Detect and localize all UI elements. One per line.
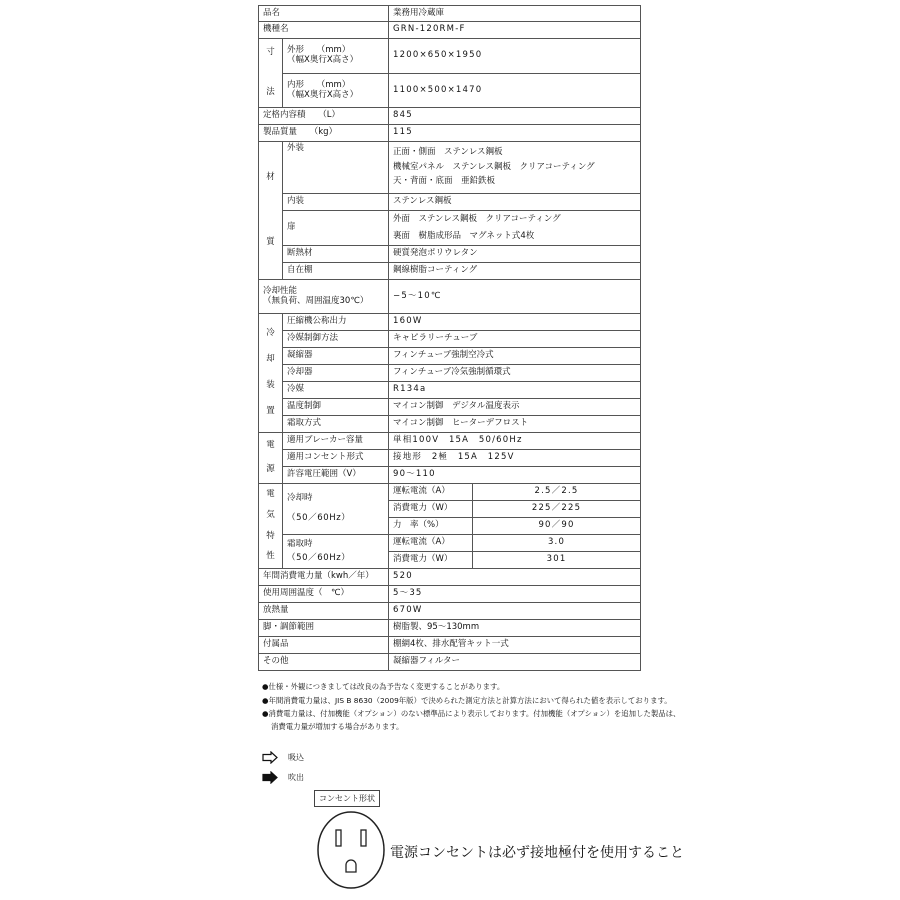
value-defrost-power: 301 [473, 552, 641, 569]
value-accessories: 棚網4枚、排水配管キット一式 [389, 637, 641, 654]
label-cooling-current: 運転電流（A） [389, 484, 473, 501]
group-material: 材 質 [259, 142, 283, 280]
row-other [259, 654, 641, 671]
note-power-consumption: ●消費電力量は、付加機能（オプション）のない標準品により表示しております。付加機能（オプション）を追加した製品は、 消費電力量が増加する場合があります。 [262, 709, 681, 732]
label-evaporator: 冷却器 [283, 365, 389, 382]
outlet-warning: 電源コンセントは必ず接地極付を使用すること [390, 845, 684, 861]
outline-arrow-icon [262, 751, 278, 764]
label-operating-temp: 使用周囲温度（ ℃） [259, 586, 389, 603]
row-outer-dimensions [259, 39, 641, 74]
row-temp-control [259, 399, 641, 416]
row-voltage-range [259, 467, 641, 484]
label-capacity: 定格内容積 （L） [259, 108, 389, 125]
row-annual-power [259, 569, 641, 586]
label-defrost-mode: 霜取時 （50／60Hz） [283, 535, 389, 569]
label-power-factor: 力 率（%） [389, 518, 473, 535]
value-condenser: フィンチューブ強制空冷式 [389, 348, 641, 365]
value-inner-dimensions: 1100×500×1470 [389, 74, 641, 108]
value-annual-power: 520 [389, 569, 641, 586]
value-defrost-current: 3.0 [473, 535, 641, 552]
label-cooling-power: 消費電力（W） [389, 501, 473, 518]
value-refrigerant-control: キャピラリーチューブ [389, 331, 641, 348]
row-cooling-current [259, 484, 641, 501]
row-heat-output [259, 603, 641, 620]
value-door: 外面 ステンレス鋼板 クリアコーティング 裏面 樹脂成形品 マグネット式4枚 [389, 211, 641, 246]
row-material-shelf [259, 263, 641, 280]
value-shelf: 鋼線樹脂コーティング [389, 263, 641, 280]
value-heat-output: 670W [389, 603, 641, 620]
label-interior: 内装 [283, 194, 389, 211]
filled-arrow-icon [262, 771, 278, 784]
value-temp-control: マイコン制御 デジタル温度表示 [389, 399, 641, 416]
legend-exhaust-label: 吹出 [288, 773, 304, 782]
row-defrost [259, 416, 641, 433]
label-weight: 製品質量 （kg） [259, 125, 389, 142]
outlet-icon [315, 810, 387, 890]
value-other: 凝縮器フィルター [389, 654, 641, 671]
value-cooling-power: 225／225 [473, 501, 641, 518]
label-defrost-current: 運転電流（A） [389, 535, 473, 552]
row-weight [259, 125, 641, 142]
label-compressor: 圧縮機公称出力 [283, 314, 389, 331]
label-defrost-power: 消費電力（W） [389, 552, 473, 569]
value-model: GRN-120RM-F [389, 22, 641, 39]
value-product-name: 業務用冷蔵庫 [389, 6, 641, 22]
outlet-shape-label: コンセント形状 [314, 790, 380, 807]
value-leg-adjust: 樹脂製、95〜130mm [389, 620, 641, 637]
label-insulation: 断熱材 [283, 246, 389, 263]
value-defrost: マイコン制御 ヒーターデフロスト [389, 416, 641, 433]
value-compressor: 160W [389, 314, 641, 331]
row-model [259, 22, 641, 39]
row-material-exterior [259, 142, 641, 194]
value-capacity: 845 [389, 108, 641, 125]
row-breaker [259, 433, 641, 450]
row-material-insulation [259, 246, 641, 263]
row-refrigerant [259, 382, 641, 399]
group-power-supply: 電 源 [259, 433, 283, 484]
value-cooling-current: 2.5／2.5 [473, 484, 641, 501]
spec-table [258, 5, 641, 671]
row-condenser [259, 348, 641, 365]
label-outlet-type: 適用コンセント形式 [283, 450, 389, 467]
label-exterior: 外装 [283, 142, 389, 194]
value-weight: 115 [389, 125, 641, 142]
label-leg-adjust: 脚・調節範囲 [259, 620, 389, 637]
legend-intake-label: 吸込 [288, 753, 304, 762]
label-breaker: 適用ブレーカー容量 [283, 433, 389, 450]
value-operating-temp: 5〜35 [389, 586, 641, 603]
row-cooling-performance [259, 280, 641, 314]
label-temp-control: 温度制御 [283, 399, 389, 416]
label-refrigerant-control: 冷媒制御方法 [283, 331, 389, 348]
note-annual-power: ●年間消費電力量は、JIS B 8630（2009年版）で決められた測定方法と計算方法において得られた値を表示しております。 [262, 695, 672, 705]
label-door: 扉 [283, 211, 389, 246]
row-operating-temp [259, 586, 641, 603]
label-voltage-range: 許容電圧範囲（V） [283, 467, 389, 484]
label-model: 機種名 [259, 22, 389, 39]
row-defrost-current [259, 535, 641, 552]
label-other: その他 [259, 654, 389, 671]
row-material-door [259, 211, 641, 246]
value-insulation: 硬質発泡ポリウレタン [389, 246, 641, 263]
label-outer-dimensions: 外形 （mm） （幅X奥行X高さ） [283, 39, 389, 74]
value-outer-dimensions: 1200×650×1950 [389, 39, 641, 74]
label-cooling-mode: 冷却時 （50／60Hz） [283, 484, 389, 535]
row-accessories [259, 637, 641, 654]
value-evaporator: フィンチューブ冷気強制循環式 [389, 365, 641, 382]
label-condenser: 凝縮器 [283, 348, 389, 365]
label-product-name: 品名 [259, 6, 389, 22]
row-outlet-type [259, 450, 641, 467]
row-product-name [259, 6, 641, 22]
row-refrigerant-control [259, 331, 641, 348]
value-breaker: 単相100V 15A 50/60Hz [389, 433, 641, 450]
label-annual-power: 年間消費電力量（kwh／年） [259, 569, 389, 586]
group-cooling-unit: 冷 却 装 置 [259, 314, 283, 433]
group-dimensions: 寸 法 [259, 39, 283, 108]
legend-intake [262, 751, 304, 764]
row-leg-adjust [259, 620, 641, 637]
row-compressor [259, 314, 641, 331]
row-capacity [259, 108, 641, 125]
value-interior: ステンレス鋼板 [389, 194, 641, 211]
label-refrigerant: 冷媒 [283, 382, 389, 399]
row-evaporator [259, 365, 641, 382]
label-cooling-performance: 冷却性能 （無負荷、周囲温度30℃） [259, 280, 389, 314]
row-material-interior [259, 194, 641, 211]
value-power-factor: 90／90 [473, 518, 641, 535]
row-inner-dimensions [259, 74, 641, 108]
value-refrigerant: R134a [389, 382, 641, 399]
label-shelf: 自在棚 [283, 263, 389, 280]
group-electrical: 電 気 特 性 [259, 484, 283, 569]
label-defrost: 霜取方式 [283, 416, 389, 433]
note-spec-change: ●仕様・外観につきましては改良の為予告なく変更することがあります。 [262, 682, 505, 691]
legend-exhaust [262, 771, 304, 784]
value-exterior: 正面・側面 ステンレス鋼板 機械室パネル ステンレス鋼板 クリアコーティング 天・背面・底面 亜鉛鉄板 [389, 142, 641, 194]
label-heat-output: 放熱量 [259, 603, 389, 620]
label-inner-dimensions: 内形 （mm） （幅X奥行X高さ） [283, 74, 389, 108]
value-voltage-range: 90〜110 [389, 467, 641, 484]
notes [262, 683, 682, 737]
value-outlet-type: 接地形 2極 15A 125V [389, 450, 641, 467]
value-cooling-performance: −5〜10℃ [389, 280, 641, 314]
label-accessories: 付属品 [259, 637, 389, 654]
